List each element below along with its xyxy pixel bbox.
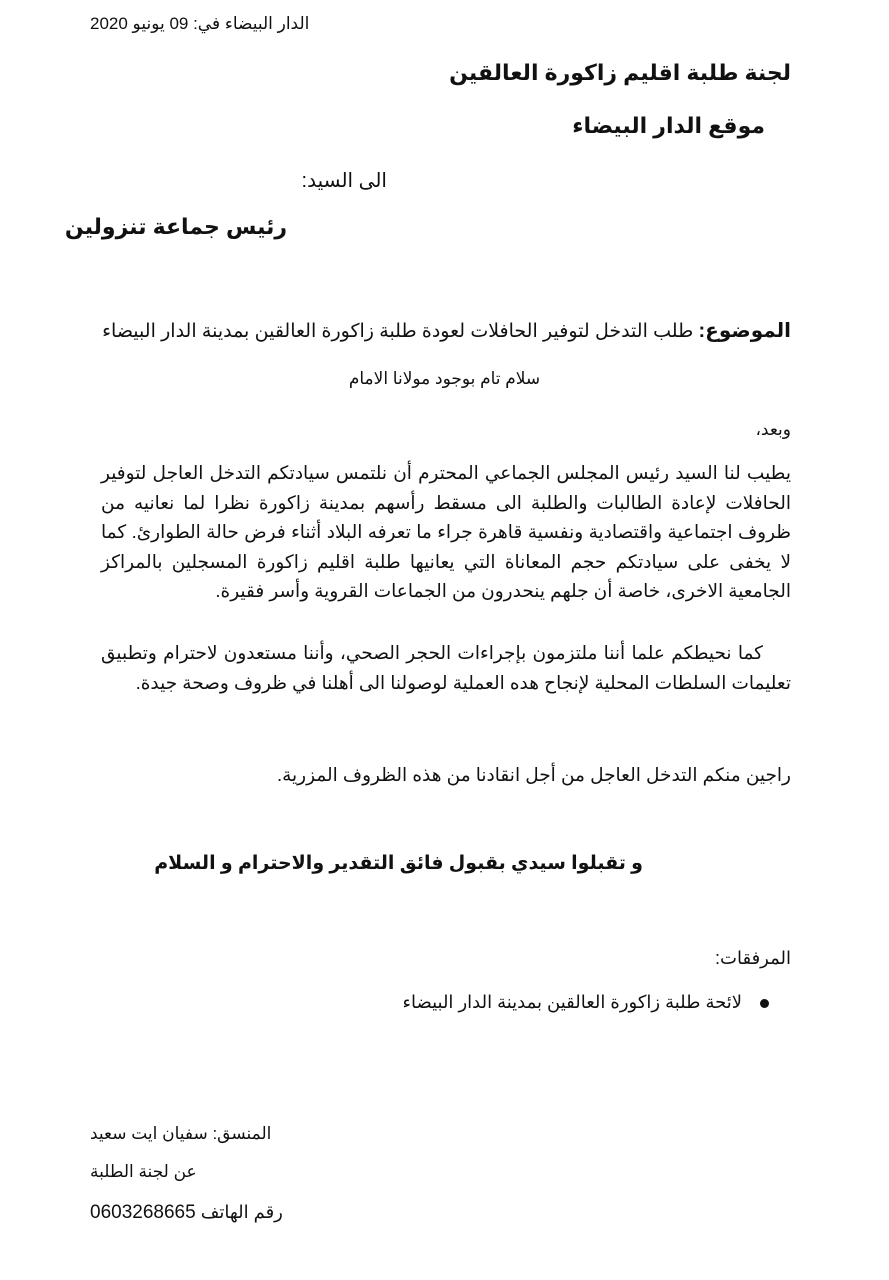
attachments-label: المرفقات: — [715, 948, 791, 968]
attachment-item — [403, 992, 769, 1013]
subject-text: طلب التدخل لتوفير الحافلات لعودة طلبة زاكورة العالقين بمدينة الدار البيضاء — [102, 321, 694, 342]
body-paragraph: يطيب لنا السيد رئيس المجلس الجماعي المحترم أن نلتمس سيادتكم التدخل العاجل لتوفير الحافلات لإعادة الطالبات والطلبة الى مسقط رأسهم بمدينة زاكورة نظرا لما نعانيه من ظروف اجتماعية واقتصادية ونفسية قاهرة جراء ما تعرفه البلاد أثناء فرض حالة الطوارئ. كما لا يخفى على سيادتكم حجم المعاناة التي يعانيها طلبة اقليم زاكورة المسجلين بالمراكز الجامعية الاخرى، خاصة أن جلهم ينحدرون من الجماعات القروية وأسر فقيرة. — [101, 462, 791, 601]
greeting: سلام تام بوجود مولانا الامام — [348, 369, 541, 388]
coordinator-name: المنسق: سفيان ايت سعيد — [90, 1124, 272, 1143]
date-line: الدار البيضاء في: 09 يونيو 2020 — [90, 14, 310, 33]
phone-label: رقم الهاتف — [200, 1202, 283, 1222]
attachment-text: لائحة طلبة زاكورة العالقين بمدينة الدار البيضاء — [402, 992, 742, 1012]
body-paragraph: راجين منكم التدخل العاجل من أجل انقادنا من هذه الظروف المزرية. — [276, 764, 791, 785]
sender-location: موقع الدار البيضاء — [572, 113, 765, 138]
recipient-name: رئيس جماعة تنزولين — [64, 214, 287, 239]
bullet-icon — [760, 999, 769, 1008]
recipient-label: الى السيد: — [301, 170, 387, 192]
closing-line: و تقبلوا سيدي بقبول فائق التقدير والاحترام و السلام — [154, 853, 643, 874]
subject-line — [102, 318, 791, 343]
on-behalf: عن لجنة الطلبة — [90, 1162, 197, 1181]
phone-number: 0603268665 — [90, 1202, 196, 1223]
body-paragraph: كما نحيطكم علما أننا ملتزمون بإجراءات الحجر الصحي، وأننا مستعدون لاحترام وتطبيق تعليمات السلطات المحلية لإنجاح هده العملية لوصولنا الى أهلنا في ظروف وصحة جيدة. — [101, 642, 791, 693]
sender-committee: لجنة طلبة اقليم زاكورة العالقين — [449, 60, 791, 85]
subject-label: الموضوع: — [698, 320, 791, 342]
phone-line — [90, 1202, 283, 1224]
opening: وبعد، — [755, 420, 791, 439]
